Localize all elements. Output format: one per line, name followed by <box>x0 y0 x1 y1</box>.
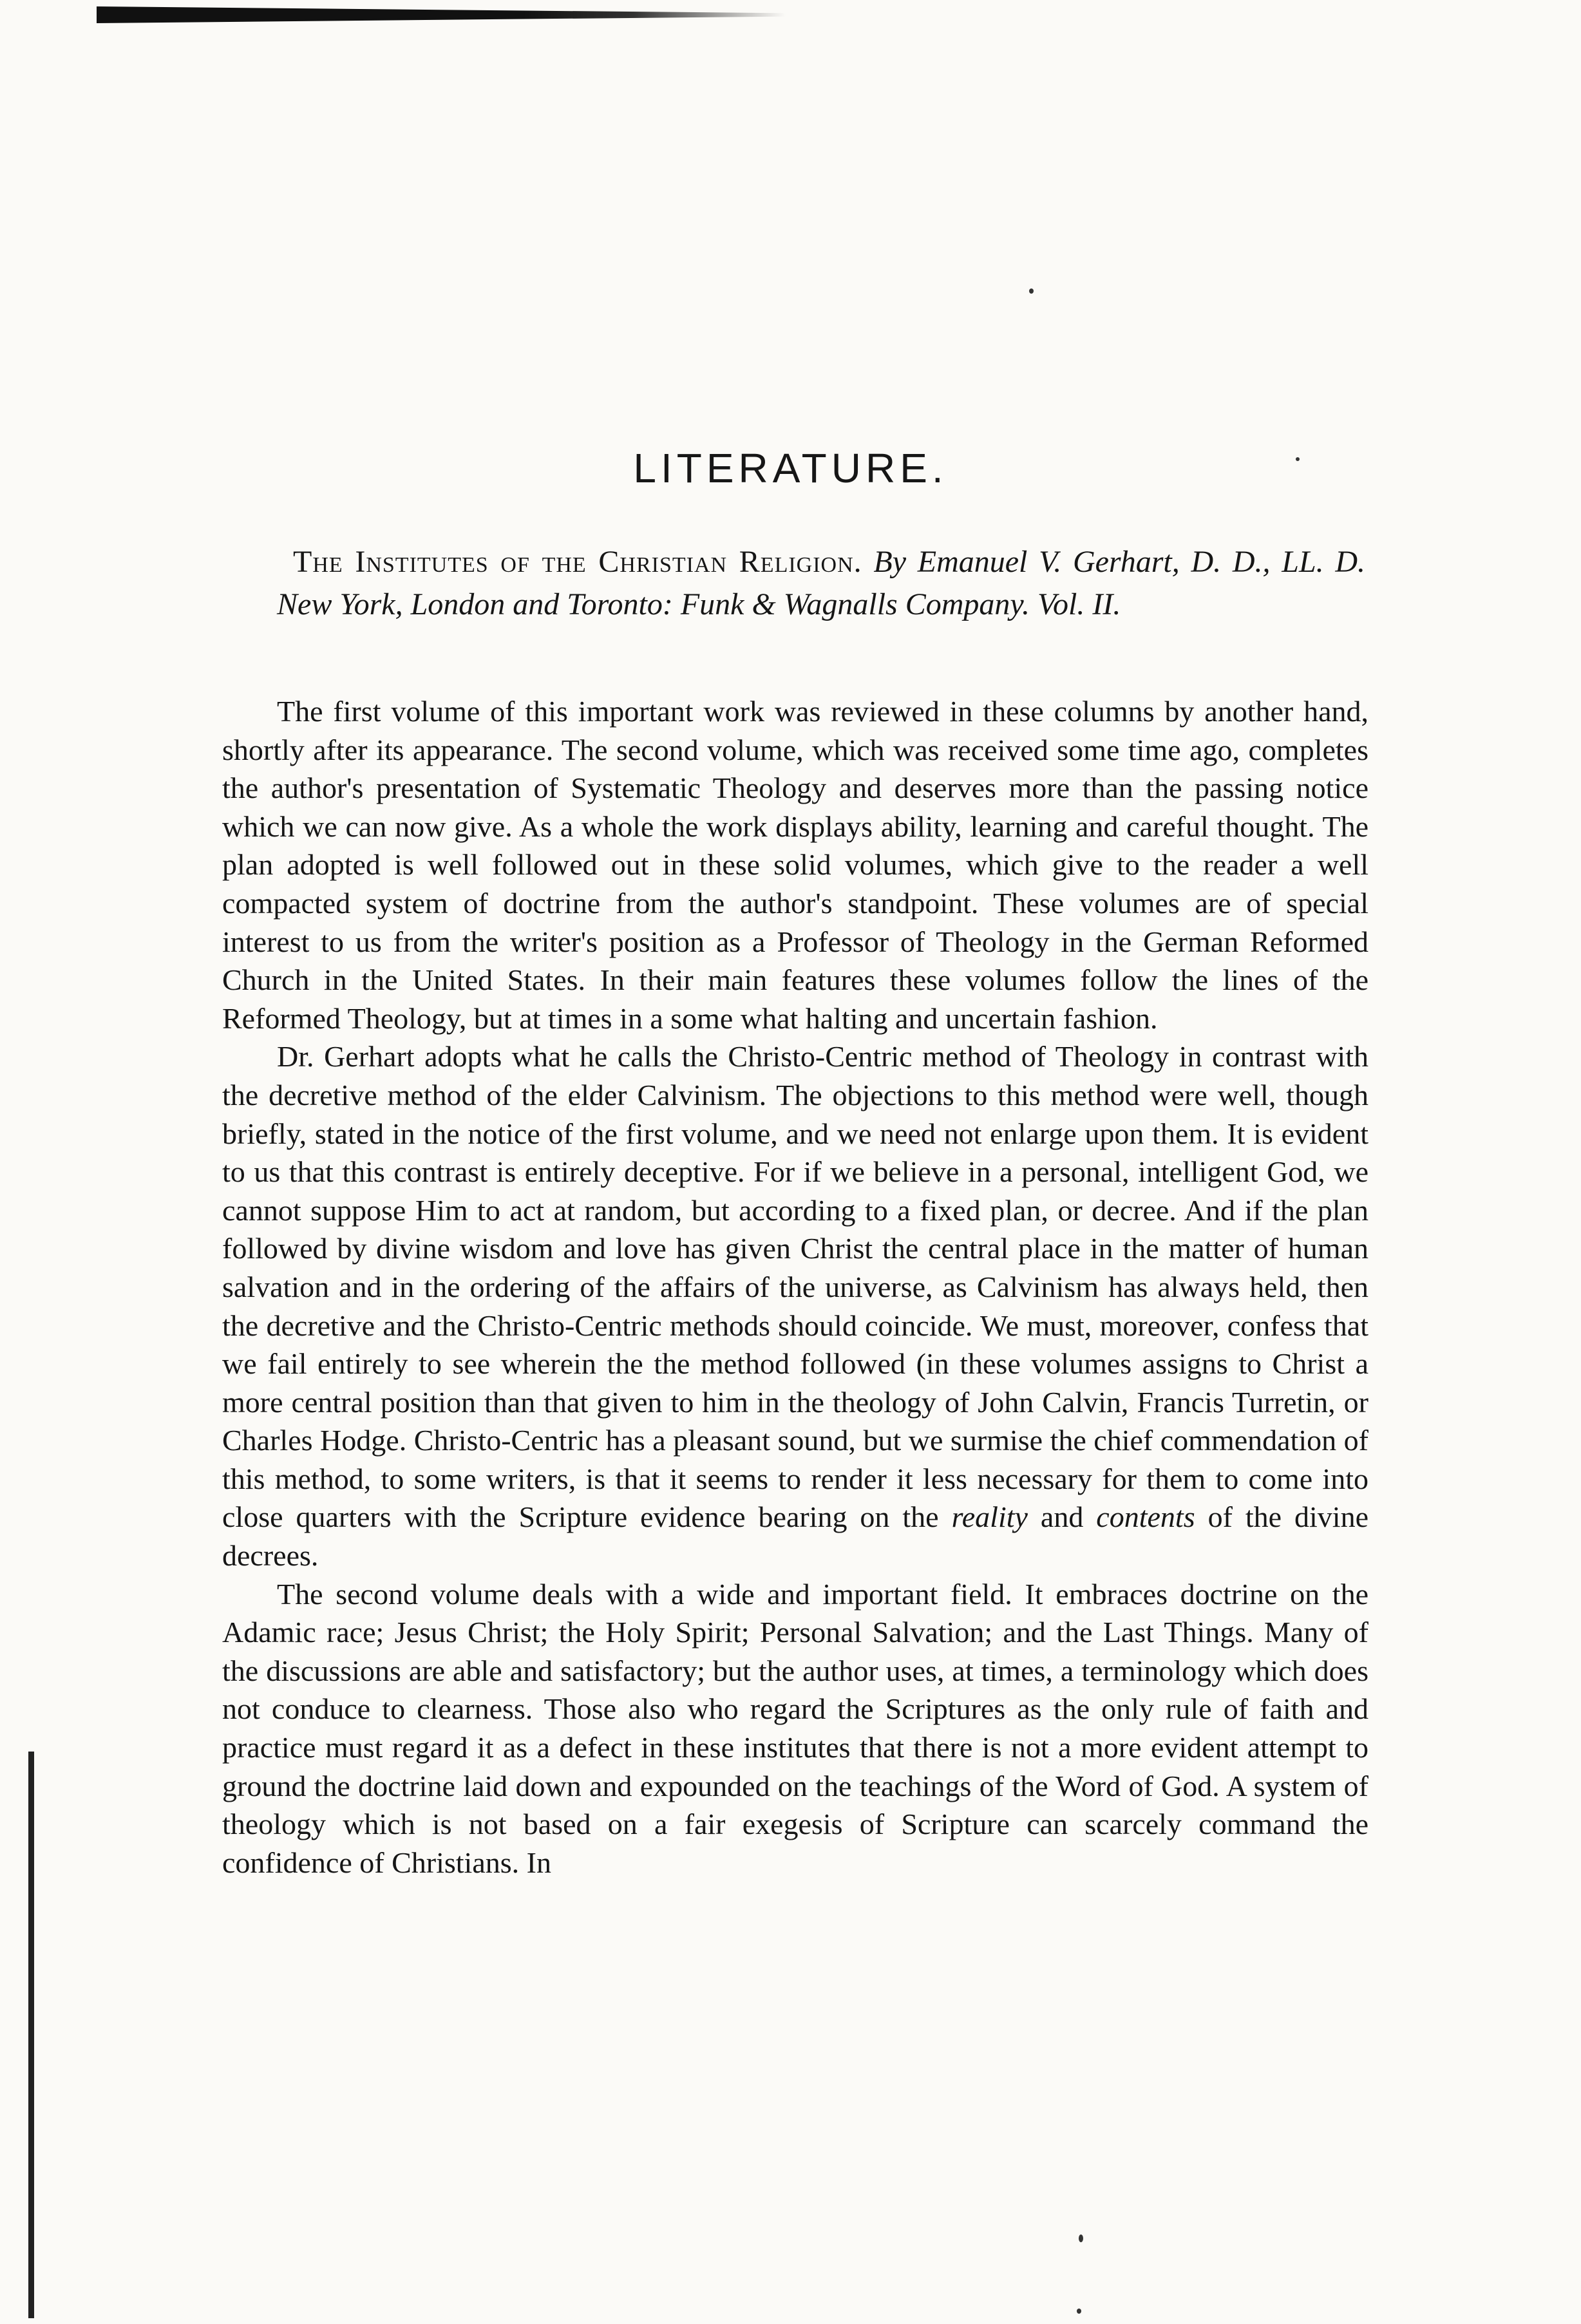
book-title: The Institutes of the Christian Religion. <box>293 545 862 579</box>
paragraph-2-emphasis-contents: contents <box>1096 1500 1195 1534</box>
left-margin-rule <box>28 1752 34 2318</box>
paragraph-2-conjunction: and <box>1040 1500 1084 1534</box>
paragraph-2-ending: of the divine decrees. <box>222 1500 1368 1573</box>
citation-by: By <box>873 545 907 579</box>
book-author: Emanuel V. Gerhart, D. D., LL. D. <box>917 545 1366 579</box>
ink-speck <box>1077 2309 1081 2314</box>
paragraph-2-text: Dr. Gerhart adopts what he calls the Christo-Centric method of Theology in contrast with the decretive method of the elder Calvinism. The objections to this method were well, though briefly, stated in the notice of the first volume, and we need not enlarge upon them. It is evident to us that this contrast is entirely deceptive. For if we believe in a personal, intelligent God, we cannot suppose Him to act at random, but according to a fixed plan, or decree. And if the plan followed by divine wisdom and love has given Christ the central place in the matter of human salvation and in the ordering of the affairs of the universe, as Calvinism has always held, then the decretive and the Christo-Centric methods should coincide. We must, moreover, confess that we fail entirely to see wherein the the method followed (in these volumes assigns to Christ a more central position than that given to him in the theology of John Calvin, Francis Turretin, or Charles Hodge. Christo-Centric has a pleasant sound, but we surmise the chief commendation of this method, to some writers, is that it seems to render it less necessary for them to come into close quarters with the Scripture evidence bearing on the <box>222 1040 1368 1534</box>
ink-speck <box>1029 288 1034 294</box>
paragraph-3: The second volume deals with a wide and important field. It embraces doctrine on the Adamic race; Jesus Christ; the Holy Spirit; Personal Salvation; and the Last Things. Many of the discussions are able and satisfactory; but the author uses, at times, a terminology which does not conduce to clearness. Those also who regard the Scriptures as the only rule of faith and practice must regard it as a defect in these institutes that there is not a more evident attempt to ground the doctrine laid down and expounded on the teachings of the Word of God. A system of theology which is not based on a fair exegesis of Scripture can scarcely command the confidence of Christians. In <box>222 1577 1368 1879</box>
book-publisher: New York, London and Toronto: Funk & Wagnalls Company. <box>277 587 1030 621</box>
book-volume: Vol. II. <box>1037 587 1121 621</box>
book-citation <box>277 541 1365 626</box>
review-body <box>222 692 1368 1882</box>
page-heading: LITERATURE. <box>633 445 948 491</box>
paragraph-2-emphasis-reality: reality <box>951 1500 1028 1534</box>
ink-speck <box>1079 2234 1083 2242</box>
paragraph-2 <box>222 1037 1368 1574</box>
paragraph-1: The first volume of this important work was reviewed in these columns by another hand, shortly after its appearance. The second volume, which was received some time ago, completes the author's presentation of Systematic Theology and deserves more than the passing notice which we can now give. As a whole the work displays ability, learning and careful thought. The plan adopted is well followed out in these solid volumes, which give to the reader a well compacted system of doctrine from the author's standpoint. These volumes are of special interest to us from the writer's position as a Professor of Theology in the German Reformed Church in the United States. In their main features these volumes follow the lines of the Reformed Theology, but at times in a some what halting and uncertain fashion. <box>222 695 1368 1035</box>
top-rule <box>97 6 786 23</box>
